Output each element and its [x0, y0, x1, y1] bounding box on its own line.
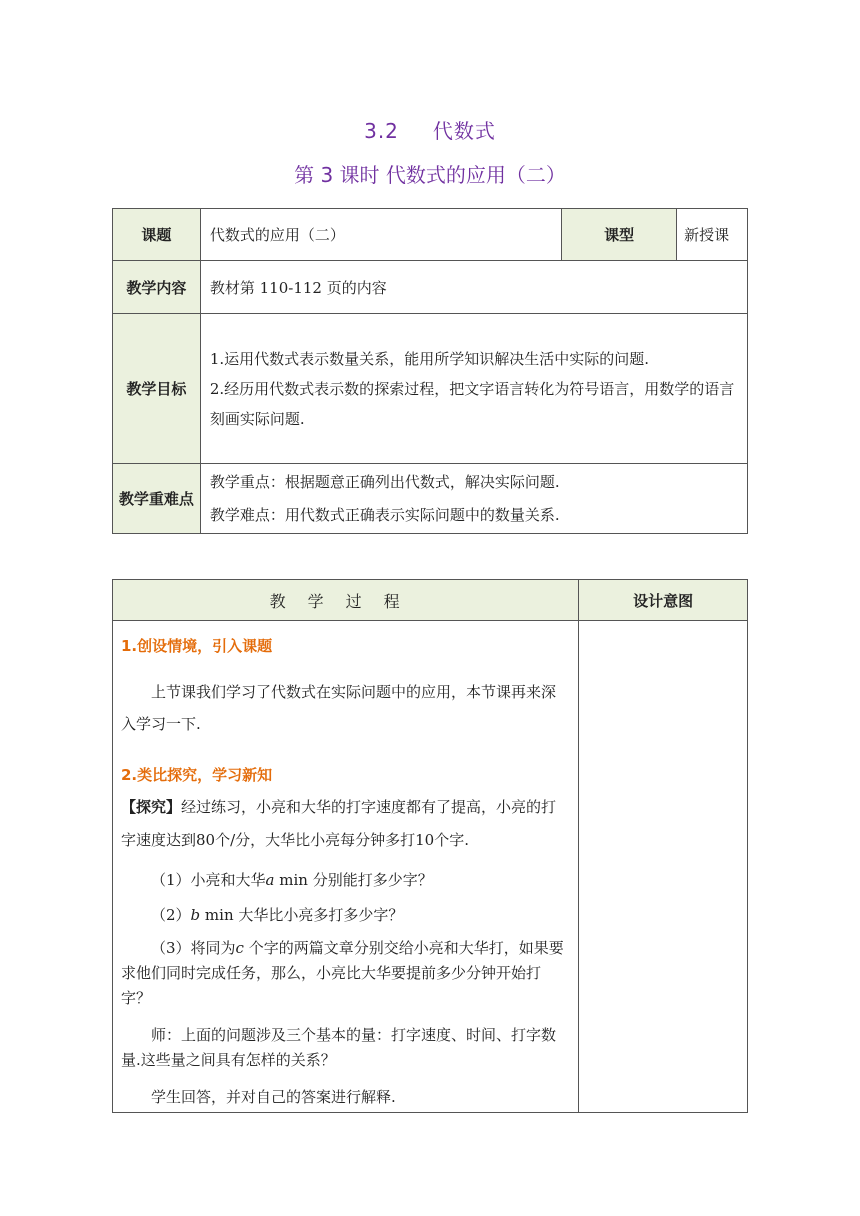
question-2-tail: min 大华比小亮多打多少字？ [200, 906, 404, 924]
student-remark: 学生回答，并对自己的答案进行解释. [151, 1088, 396, 1106]
section-title: 代数式 [432, 119, 496, 143]
variable-c: c [235, 939, 244, 957]
question-2-text: （2） [151, 906, 191, 924]
explore-text: 经过练习，小亮和大华的打字速度都有了提高，小亮的打字速度达到80个/分，大华比小亮每分钟多打10个字. [121, 798, 557, 849]
question-3 [121, 936, 568, 1011]
question-1-text: （1）小亮和大华 [151, 871, 266, 889]
teaching-process-table [112, 579, 748, 1113]
explore-paragraph [121, 791, 568, 857]
section-1-text: 上节课我们学习了代数式在实际问题中的应用，本节课再来深入学习一下. [121, 683, 557, 733]
goal-item: 1.运用代数式表示数量关系，能用所学知识解决生活中实际的问题. [209, 349, 649, 368]
goals-label: 教学目标 [113, 314, 201, 464]
teacher-remark: 师：上面的问题涉及三个基本的量：打字速度、时间、打字数量.这些量之间具有怎样的关系？ [121, 1026, 557, 1069]
type-label: 课型 [562, 209, 677, 261]
lesson-title: 第 3 课时 代数式的应用（二） [294, 163, 566, 187]
variable-b: b [190, 906, 201, 924]
question-1-tail: min 分别能打多少字？ [274, 871, 433, 889]
question-2 [121, 903, 568, 927]
keypoints-label: 教学重难点 [113, 464, 201, 534]
process-header-label: 教学过程 [269, 591, 422, 611]
keypoints-cell [200, 464, 747, 534]
topic-value: 代数式的应用（二） [200, 209, 561, 261]
section-1-title: 1.创设情境，引入课题 [121, 637, 273, 655]
explore-tag: 【探究】 [121, 798, 182, 816]
content-label: 教学内容 [113, 261, 201, 314]
type-value: 新授课 [677, 209, 748, 261]
intent-header: 设计意图 [579, 580, 748, 621]
key-point: 教学重点：根据题意正确列出代数式，解决实际问题. [209, 472, 560, 491]
question-1 [121, 868, 568, 892]
question-3-tail: 个字的两篇文章分别交给小亮和大华打，如果要求他们同时完成任务，那么，小亮比大华要提前多少分钟开始打字？ [121, 939, 564, 1007]
section-2-title: 2.类比探究，学习新知 [121, 766, 273, 784]
topic-label: 课题 [113, 209, 201, 261]
difficult-point: 教学难点：用代数式正确表示实际问题中的数量关系. [209, 505, 560, 524]
lesson-info-table [112, 208, 748, 534]
goals-cell [200, 314, 747, 464]
variable-a: a [265, 871, 275, 889]
section-number: 3.2 [364, 119, 399, 143]
process-content [113, 621, 579, 1113]
question-3-text: （3）将同为 [151, 939, 236, 957]
section-heading [0, 115, 860, 144]
goal-item: 2.经历用代数式表示数的探索过程，把文字语言转化为符号语言，用数学的语言刻画实际问题. [209, 379, 735, 428]
intent-content [579, 621, 748, 1113]
process-header [113, 580, 579, 621]
content-value: 教材第 110-112 页的内容 [200, 261, 747, 314]
